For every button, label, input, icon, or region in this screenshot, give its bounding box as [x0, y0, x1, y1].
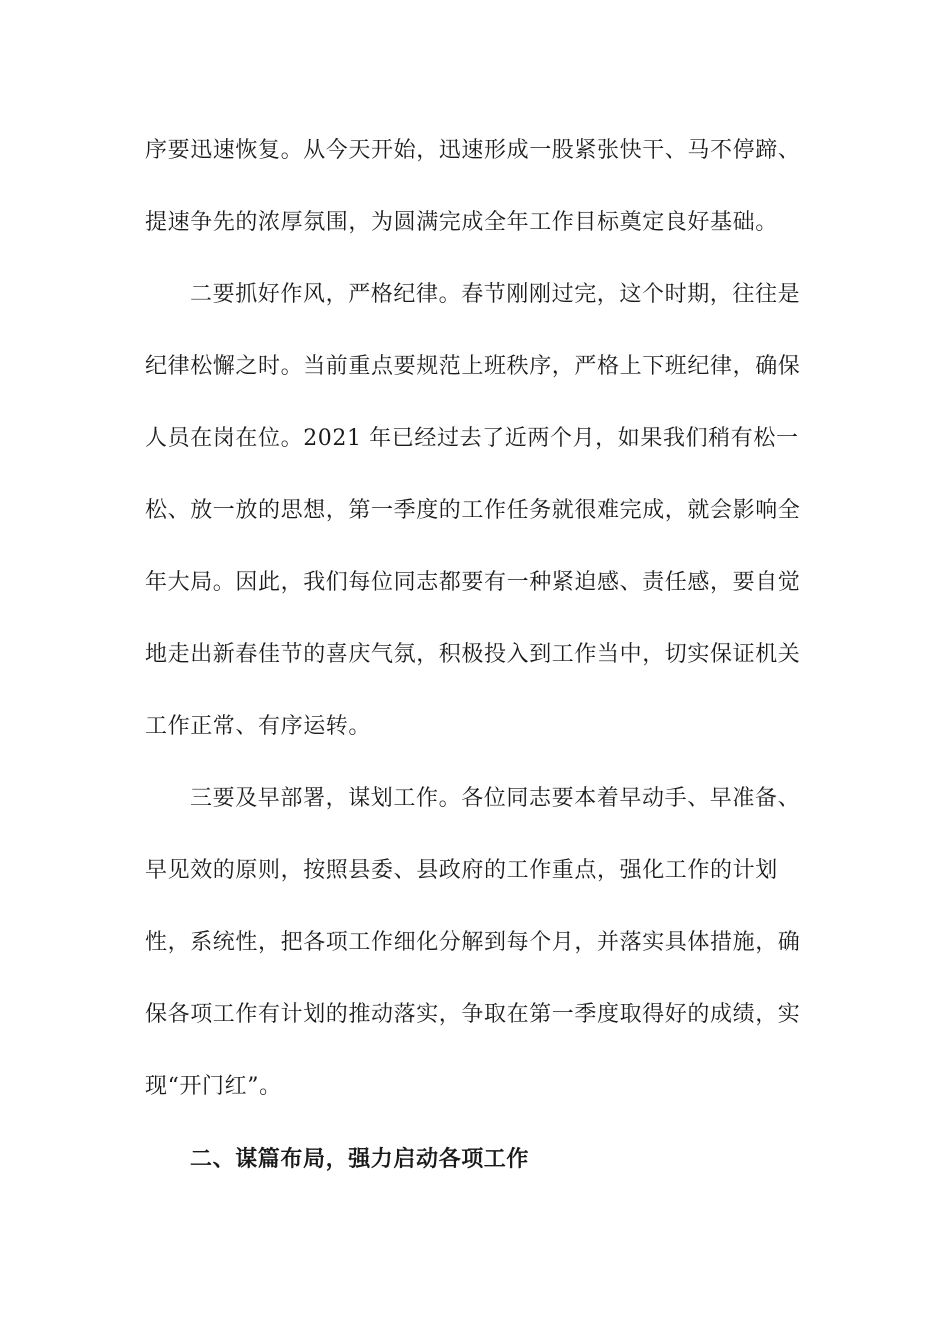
body-text-line: 年大局。因此，我们每位同志都要有一种紧迫感、责任感，要自觉 [145, 570, 801, 595]
body-text-line: 保各项工作有计划的推动落实，争取在第一季度取得好的成绩，实 [145, 1002, 801, 1027]
body-text-line: 现“开门红”。 [145, 1074, 282, 1099]
paragraph-first-line: 三要及早部署，谋划工作。各位同志要本着早动手、早准备、 [190, 786, 801, 811]
body-text-line: 人员在岗在位。2021 年已经过去了近两个月，如果我们稍有松一 [145, 426, 799, 451]
paragraph-first-line: 二要抓好作风，严格纪律。春节刚刚过完，这个时期，往往是 [190, 282, 801, 307]
body-text-line: 工作正常、有序运转。 [145, 714, 372, 739]
body-text-line: 纪律松懈之时。当前重点要规范上班秩序，严格上下班纪律，确保 [145, 354, 801, 379]
body-text-line: 早见效的原则，按照县委、县政府的工作重点，强化工作的计划 [145, 858, 778, 883]
body-text-line: 性，系统性，把各项工作细化分解到每个月，并落实具体措施，确 [145, 930, 801, 955]
body-text-line: 地走出新春佳节的喜庆气氛，积极投入到工作当中，切实保证机关 [145, 642, 801, 667]
body-text-line: 松、放一放的思想，第一季度的工作任务就很难完成，就会影响全 [145, 498, 801, 523]
body-text-line: 提速争先的浓厚氛围，为圆满完成全年工作目标奠定良好基础。 [145, 210, 778, 235]
section-heading: 二、谋篇布局，强力启动各项工作 [190, 1146, 530, 1172]
body-text-line: 序要迅速恢复。从今天开始，迅速形成一股紧张快干、马不停蹄、 [145, 138, 801, 163]
